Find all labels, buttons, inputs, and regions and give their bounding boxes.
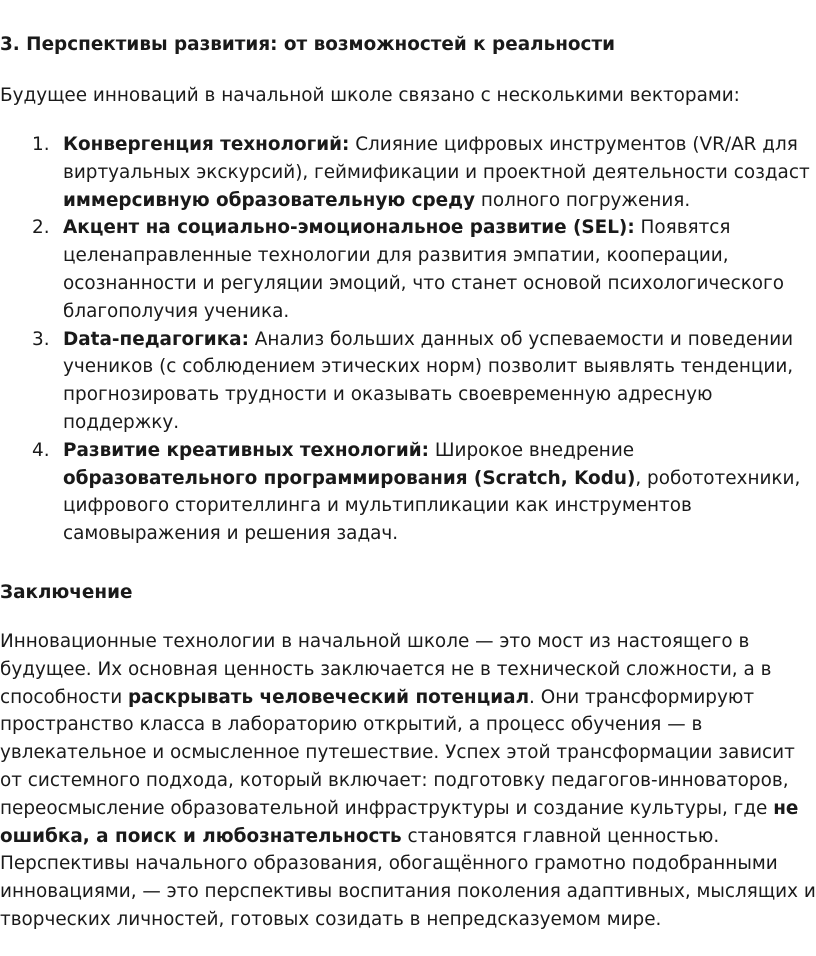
item-title: Data-педагогика: bbox=[63, 328, 249, 350]
item-title: Развитие креативных технологий: bbox=[63, 439, 430, 461]
item-emphasis: образовательного программирования (Scratch, Kodu) bbox=[63, 467, 636, 489]
list-item bbox=[0, 437, 816, 548]
conclusion-heading: Заключение bbox=[0, 582, 133, 603]
list-item bbox=[0, 326, 816, 437]
conclusion-text: становятся главной ценностью. Перспективы начального образования, обогащённого грамотно подобранными инновациями, — это перспективы воспитания поколения адаптивных, мыслящих и творческих личностей, готовых созидать в непредсказуемом мире. bbox=[0, 825, 816, 930]
list-number: 3. bbox=[32, 328, 50, 350]
conclusion-text: Инновационные технологии в начальной школе — это мост из настоящего в будущее. Их основная ценность заключается не в технической сложности, а в способности bbox=[0, 631, 772, 708]
vectors-list bbox=[0, 131, 816, 548]
item-text: полного погружения. bbox=[475, 189, 691, 211]
intro-paragraph: Будущее инноваций в начальной школе связано с несколькими векторами: bbox=[0, 85, 740, 106]
section-heading: 3. Перспективы развития: от возможностей к реальности bbox=[0, 34, 615, 55]
item-text: Появятся целенаправленные технологии для развития эмпатии, кооперации, осознанности и регуляции эмоций, что станет основой психологического благополучия ученика. bbox=[63, 217, 784, 322]
conclusion-emphasis: раскрывать человеческий потенциал bbox=[128, 686, 530, 708]
item-text: Широкое внедрение bbox=[429, 439, 635, 461]
item-text: , робототехники, цифрового сторителлинга и мультипликации как инструментов самовыражения и решения задач. bbox=[63, 467, 801, 545]
conclusion-text: . Они трансформируют пространство класса в лабораторию открытий, а процесс обучения — в увлекательное и осмысленное путешествие. Успех этой трансформации зависит от системного подхода, который включает: подготовку педагогов-инноваторов, переосмысление образовательной инфраструктуры и создание культуры, где bbox=[0, 686, 795, 819]
list-item bbox=[0, 131, 816, 214]
list-item bbox=[0, 214, 816, 325]
item-title: Конвергенция технологий: bbox=[63, 134, 350, 155]
item-text: Анализ больших данных об успеваемости и поведении учеников (с соблюдением этических норм) позволит выявлять тенденции, прогнозировать трудности и оказывать своевременную адресную поддержку. bbox=[63, 328, 794, 433]
list-number: 4. bbox=[32, 439, 50, 461]
item-text: Слияние цифровых инструментов (VR/AR для виртуальных экскурсий), геймификации и проектной деятельности создаст bbox=[63, 134, 810, 183]
conclusion-emphasis: не ошибка, а поиск и любознательность bbox=[0, 797, 799, 847]
conclusion-paragraph bbox=[0, 628, 816, 934]
list-number: 1. bbox=[32, 134, 50, 155]
item-emphasis: иммерсивную образовательную среду bbox=[63, 189, 475, 211]
list-number: 2. bbox=[32, 217, 50, 239]
item-title: Акцент на социально-эмоциональное развитие (SEL): bbox=[63, 217, 635, 239]
